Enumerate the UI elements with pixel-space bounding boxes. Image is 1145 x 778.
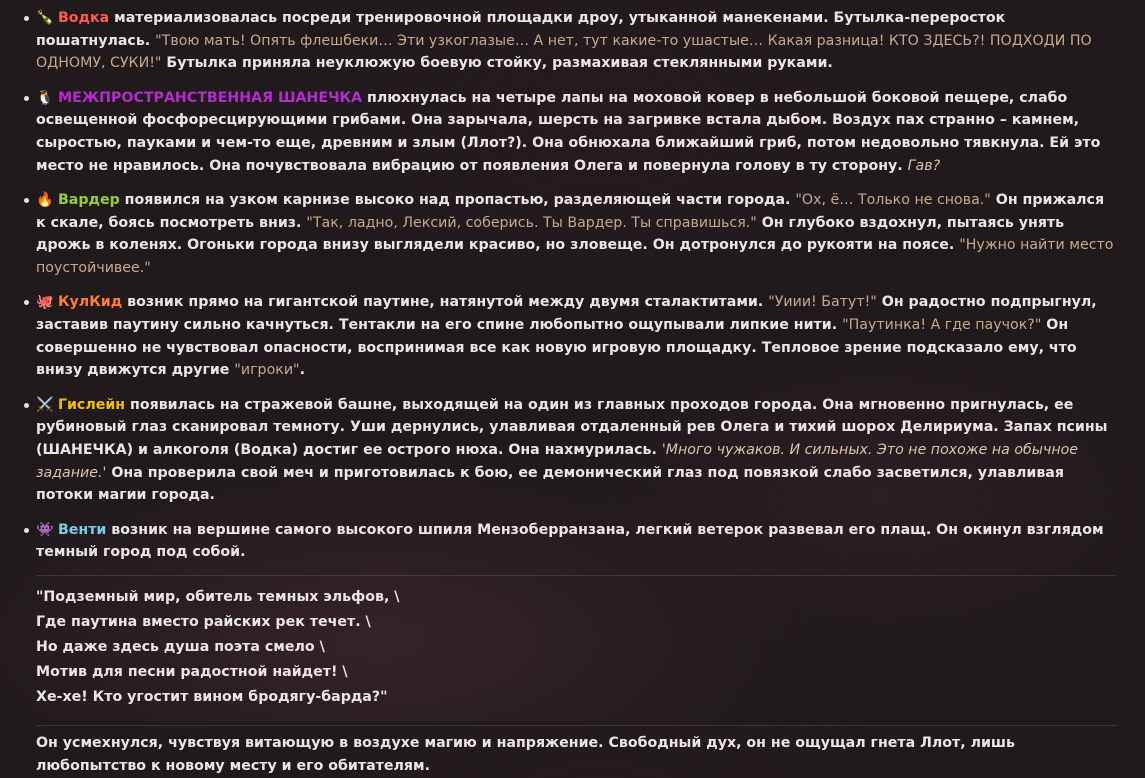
list-item-shanechka: 🐧 МЕЖПРОСТРАНСТВЕННАЯ ШАНЕЧКА плюхнулась на четыре лапы на моховой ковер в небольшой боковой пещере, слабо освещенной фосфоресцирующими грибами. Она зарычала, шерсть на загривке встала дыбом. Воздух пах странно – камнем, сыростью, пауками и чем-то еще, древним и злым (Ллот?). Она обнюхала ближайший гриб, потом недовольно тявкнула. Ей это место не нравилось. Она почувствовала вибрацию от появления Олега и повернула голову в ту сторону. Гав? xyxy=(36,87,1117,178)
poem-line: Но даже здесь душа поэта смело \ xyxy=(36,639,325,656)
ghost-icon: 👾 xyxy=(36,521,54,538)
list-item-kulkid: 🐙 КулКид возник прямо на гигантской паутине, натянутой между двумя сталактитами. "Уиии! Батут!" Он радостно подпрыгнул, заставив паутину сильно качнуться. Тентакли на его спине любопытно ощупывали липкие нити. "Паутинка! А где паучок?" Он совершенно не чувствовал опасности, воспринимая все как новую игровую площадку. Тепловое зрение подсказало ему, что внизу движутся другие "игроки". xyxy=(36,291,1117,382)
list-item-venti: 👾 Венти возник на вершине самого высокого шпиля Мензоберранзана, легкий ветерок развевал его плащ. Он окинул взглядом темный город под собой. xyxy=(36,519,1117,564)
list-item-varder: 🔥 Вардер появился на узком карнизе высоко над пропастью, разделяющей части города. "Ох, ё… Только не снова." Он прижался к скале, боясь посмотреть вниз. "Так, ладно, Лексий, соберись. Ты Вардер. Ты справишься." Он глубоко вздохнул, пытаясь унять дрожь в коленях. Огоньки города внизу выглядели красиво, но зловеще. Он дотронулся до рукояти на поясе. "Нужно найти место поустойчивее." xyxy=(36,189,1117,280)
list-item-gislein: ⚔️ Гислейн появилась на стражевой башне, выходящей на один из главных проходов города. Она мгновенно пригнулась, ее рубиновый глаз сканировал темноту. Уши дернулись, улавливая отдаленный рев Олега и тихий шорох Делириума. Запах псины (ШАНЕЧКА) и алкоголя (Водка) достиг ее острого нюха. Она нахмурилась. 'Много чужаков. И сильных. Это не похоже на обычное задание.' Она проверила свой меч и приготовилась к бою, ее демонический глаз под повязкой слабо засветился, улавливая потоки магии города. xyxy=(36,394,1117,508)
character-name: МЕЖПРОСТРАНСТВЕННАЯ ШАНЕЧКА xyxy=(57,89,363,106)
octopus-icon: 🐙 xyxy=(36,294,54,311)
character-list xyxy=(0,7,1145,564)
closing-paragraph: Он усмехнулся, чувствуя витающую в воздухе магию и напряжение. Свободный дух, он не ощущал гнета Ллот, лишь любопытство к новому месту и его обитателям. xyxy=(36,735,1015,775)
character-name: Венти xyxy=(57,521,107,538)
character-name: Вардер xyxy=(57,191,120,208)
poem-block xyxy=(0,576,1145,716)
fire-icon: 🔥 xyxy=(36,191,54,208)
crossed-swords-icon: ⚔️ xyxy=(36,396,54,413)
chat-message xyxy=(0,7,1145,778)
poem-line: Где паутина вместо райских рек течет. \ xyxy=(36,614,371,631)
character-name: Водка xyxy=(57,10,110,26)
poem-line: Хе-хе! Кто угостит вином бродягу-барда?" xyxy=(36,689,388,706)
character-name: Гислейн xyxy=(57,396,126,413)
poem-line: "Подземный мир, обитель темных эльфов, \ xyxy=(36,589,400,606)
character-name: КулКид xyxy=(57,294,123,311)
poem-line: Мотив для песни радостной найдет! \ xyxy=(36,664,348,681)
penguin-icon: 🐧 xyxy=(36,89,54,106)
list-item-vodka: 🍾 Водка материализовалась посреди тренировочной площадки дроу, утыканной манекенами. Бутылка-переросток пошатнулась. "Твою мать! Опять флешбеки… Эти узкоглазые… А нет, тут какие-то ушастые… Какая разница! КТО ЗДЕСЬ?! ПОДХОДИ ПО ОДНОМУ, СУКИ!" Бутылка приняла неуклюжую боевую стойку, размахивая стеклянными руками. xyxy=(36,7,1117,75)
bottle-icon: 🍾 xyxy=(36,10,54,26)
